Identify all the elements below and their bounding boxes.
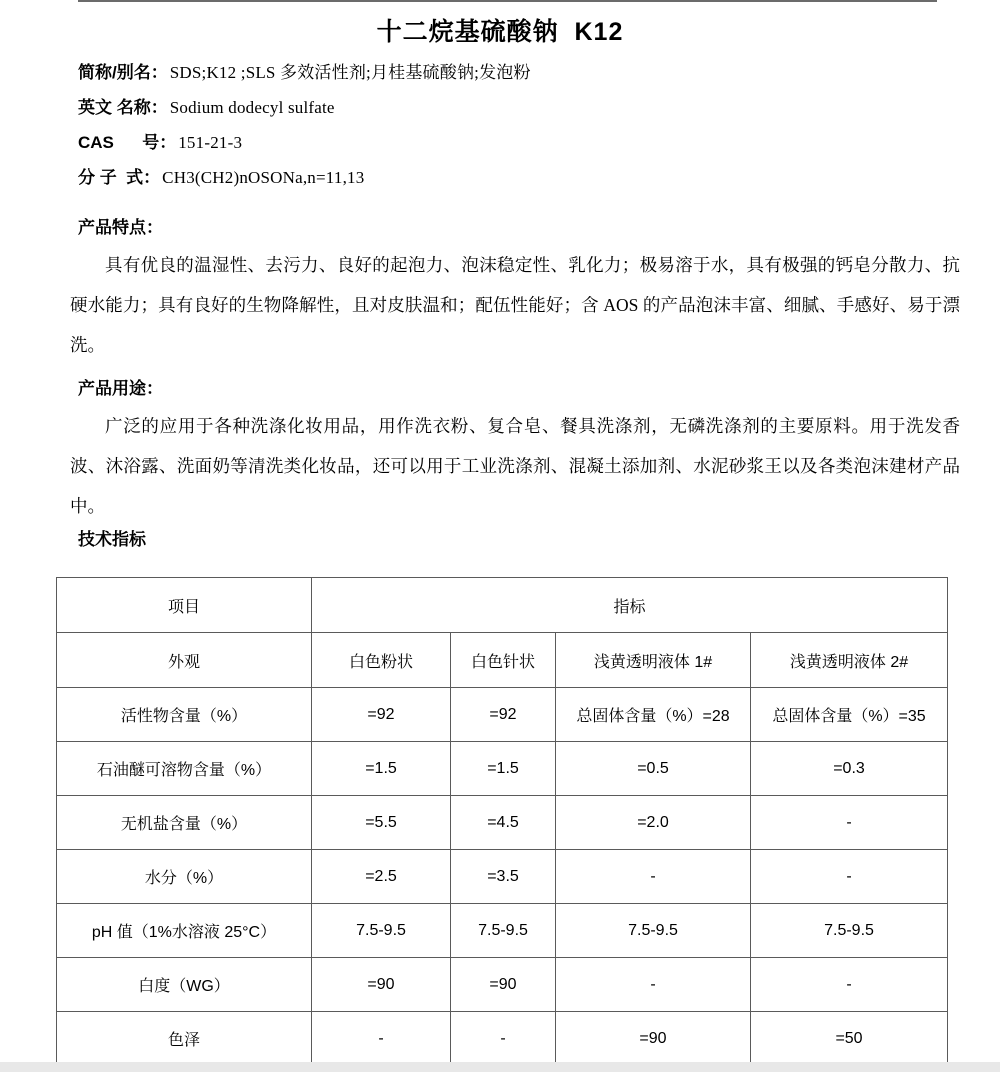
table-cell-value-4: =0.3 (751, 742, 948, 796)
table-cell-value-3: =2.0 (556, 796, 751, 850)
table-cell-value-4: - (751, 796, 948, 850)
section-heading-technical-indicators: 技术指标 (78, 530, 146, 549)
section-body-uses: 广泛的应用于各种洗涤化妆用品，用作洗衣粉、复合皂、餐具洗涤剂，无磷洗涤剂的主要原料。用于洗发香波、沐浴露、洗面奶等清洗类化妆品，还可以用于工业洗涤剂、混凝土添加剂、水泥砂浆王以及各类泡沫建材产品中。 (70, 416, 960, 516)
table-cell-value-1: =90 (312, 958, 451, 1012)
table-cell-value-2: =3.5 (451, 850, 556, 904)
table-cell-value-4: 总固体含量（%）=35 (751, 688, 948, 742)
table-cell-value-3: - (556, 958, 751, 1012)
table-header-item: 项目 (57, 578, 312, 633)
table-cell-value-4: - (751, 850, 948, 904)
table-cell-item: 水分（%） (57, 850, 312, 904)
table-cell-item: pH 值（1%水溶液 25°C） (57, 904, 312, 958)
table-cell-value-2: =1.5 (451, 742, 556, 796)
spec-colon-molecular-formula: ： (143, 168, 161, 187)
table-cell-item: 活性物含量（%） (57, 688, 312, 742)
table-cell-value-1: - (312, 1012, 451, 1066)
spec-value-alias: SDS;K12 ;SLS 多效活性剂;月桂基硫酸钠;发泡粉 (169, 63, 531, 82)
table-subheader-item: 外观 (57, 633, 312, 688)
spec-label-molecular-formula: 分 子 式 (78, 168, 144, 187)
spec-row-molecular-formula (78, 163, 958, 198)
table-cell-value-3: 总固体含量（%）=28 (556, 688, 751, 742)
table-subheader-value-1: 白色粉状 (312, 633, 451, 688)
spec-row-english-name (78, 93, 958, 128)
table-body (57, 578, 948, 1066)
spec-colon-cas-number: ： (159, 133, 177, 152)
table-cell-value-2: =92 (451, 688, 556, 742)
technical-indicators-table (56, 577, 948, 1066)
table-cell-value-4: 7.5-9.5 (751, 904, 948, 958)
spec-label-alias: 简称/别名 (78, 63, 151, 82)
table-cell-item: 石油醚可溶物含量（%） (57, 742, 312, 796)
table-subheader-row (57, 633, 948, 688)
table-cell-value-3: - (556, 850, 751, 904)
table-cell-value-2: - (451, 1012, 556, 1066)
table-cell-value-3: =90 (556, 1012, 751, 1066)
table-cell-value-2: 7.5-9.5 (451, 904, 556, 958)
table-cell-value-3: 7.5-9.5 (556, 904, 751, 958)
table-cell-item: 色泽 (57, 1012, 312, 1066)
table-cell-value-1: =2.5 (312, 850, 451, 904)
section-heading-features: 产品特点： (78, 218, 163, 237)
spec-label-english-name: 英文 名称 (78, 98, 151, 117)
table-cell-value-1: =5.5 (312, 796, 451, 850)
table-subheader-value-4: 浅黄透明液体 2# (751, 633, 948, 688)
table-cell-value-1: =1.5 (312, 742, 451, 796)
spec-value-molecular-formula: CH3(CH2)nOSONa,n=11,13 (162, 168, 365, 187)
section-body-features: 具有优良的温湿性、去污力、良好的起泡力、泡沫稳定性、乳化力；极易溶于水，具有极强的钙皂分散力、抗硬水能力；具有良好的生物降解性，且对皮肤温和；配伍性能好；含 AOS 的产品泡沫丰富、细腻、手感好、易于漂洗。 (70, 255, 960, 355)
spec-value-cas-number: 151-21-3 (178, 133, 243, 152)
table-cell-value-2: =4.5 (451, 796, 556, 850)
spec-label-cas-number: CAS 号 (78, 133, 160, 152)
spec-colon-english-name: ： (150, 98, 168, 117)
page-top-rule (78, 0, 937, 2)
table-cell-value-3: =0.5 (556, 742, 751, 796)
table-row (57, 688, 948, 742)
table-cell-value-1: =92 (312, 688, 451, 742)
table-cell-value-4: =50 (751, 1012, 948, 1066)
table-cell-item: 白度（WG） (57, 958, 312, 1012)
table-row (57, 958, 948, 1012)
table-cell-value-2: =90 (451, 958, 556, 1012)
page-bottom-strip (0, 1062, 1000, 1072)
spec-list (78, 58, 958, 198)
section-heading-uses: 产品用途： (78, 379, 163, 398)
spec-value-english-name: Sodium dodecyl sulfate (169, 98, 335, 117)
table-cell-value-4: - (751, 958, 948, 1012)
table-row (57, 1012, 948, 1066)
table-subheader-value-2: 白色针状 (451, 633, 556, 688)
table-subheader-value-3: 浅黄透明液体 1# (556, 633, 751, 688)
spec-row-cas-number (78, 128, 958, 163)
table-cell-item: 无机盐含量（%） (57, 796, 312, 850)
table-header-row (57, 578, 948, 633)
table-row (57, 742, 948, 796)
table-row (57, 904, 948, 958)
table-row (57, 850, 948, 904)
spec-colon-alias: ： (150, 63, 168, 82)
technical-indicators-table-wrap (56, 577, 947, 1066)
table-row (57, 796, 948, 850)
table-header-indicator: 指标 (312, 578, 948, 633)
table-cell-value-1: 7.5-9.5 (312, 904, 451, 958)
spec-row-alias (78, 58, 958, 93)
page-title: 十二烷基硫酸钠 K12 (376, 18, 624, 46)
